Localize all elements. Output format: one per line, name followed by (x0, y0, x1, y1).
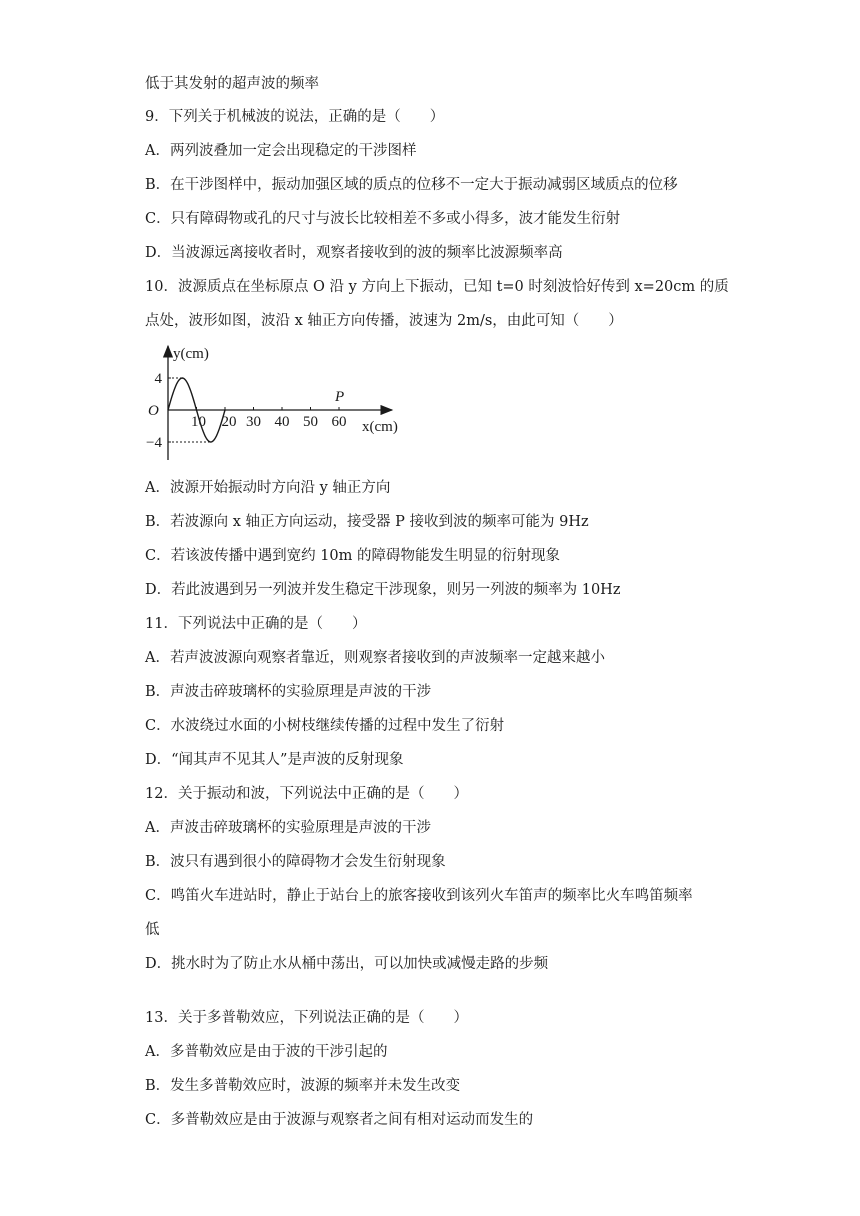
question-10-stem-cont: 点处，波形如图，波沿 x 轴正方向传播，波速为 2m/s，由此可知（ ） (145, 313, 623, 329)
question-10-option-b: B．若波源向 x 轴正方向运动，接受器 P 接收到波的频率可能为 9Hz (145, 514, 589, 530)
x-tick-label: 10 (191, 414, 206, 430)
x-tick-label: 20 (221, 414, 237, 430)
x-tick-label: 50 (303, 414, 318, 430)
question-9-option-b: B．在干涉图样中，振动加强区域的质点的位移不一定大于振动减弱区域质点的位移 (145, 177, 678, 193)
question-11-option-d: D．“闻其声不见其人”是声波的反射现象 (145, 752, 404, 768)
question-9-option-d: D．当波源远离接收者时，观察者接收到的波的频率比波源频率高 (145, 245, 563, 261)
question-11-option-c: C．水波绕过水面的小树枝继续传播的过程中发生了衍射 (145, 718, 505, 734)
question-12-stem: 12．关于振动和波，下列说法中正确的是（ ） (145, 786, 468, 802)
question-10-option-d: D．若此波遇到另一列波并发生稳定干涉现象，则另一列波的频率为 10Hz (145, 582, 621, 598)
question-12-option-c: C．鸣笛火车进站时，静止于站台上的旅客接收到该列火车笛声的频率比火车鸣笛频率 (145, 888, 693, 904)
text-line: 低于其发射的超声波的频率 (145, 76, 319, 92)
question-12-option-d: D．挑水时为了防止水从桶中荡出，可以加快或减慢走路的步频 (145, 956, 549, 972)
question-9-option-a: A．两列波叠加一定会出现稳定的干涉图样 (145, 143, 417, 159)
wave-graph (140, 338, 420, 468)
question-13-option-a: A．多普勒效应是由于波的干涉引起的 (145, 1044, 388, 1060)
question-10-option-c: C．若该波传播中遇到宽约 10m 的障碍物能发生明显的衍射现象 (145, 548, 561, 564)
y-tick-label: −4 (146, 435, 162, 451)
x-tick-label: 30 (246, 414, 261, 430)
question-13-stem: 13．关于多普勒效应，下列说法正确的是（ ） (145, 1010, 468, 1026)
question-13-option-c: C．多普勒效应是由于波源与观察者之间有相对运动而发生的 (145, 1112, 534, 1128)
question-9-option-c: C．只有障碍物或孔的尺寸与波长比较相差不多或小得多，波才能发生衍射 (145, 211, 621, 227)
question-11-option-a: A．若声波波源向观察者靠近，则观察者接收到的声波频率一定越来越小 (145, 650, 605, 666)
x-tick-label: 60 (331, 414, 347, 430)
y-axis-label: y(cm) (173, 346, 209, 362)
x-tick-label: 40 (274, 414, 290, 430)
point-p-label: P (335, 389, 345, 405)
x-axis-label: x(cm) (362, 419, 398, 435)
question-11-stem: 11．下列说法中正确的是（ ） (145, 616, 367, 632)
question-12-option-c-cont: 低 (145, 922, 160, 938)
wave-figure (140, 338, 420, 468)
y-tick-label: 4 (154, 371, 162, 387)
question-12-option-b: B．波只有遇到很小的障碍物才会发生衍射现象 (145, 854, 446, 870)
origin-label: O (148, 403, 159, 419)
question-13-option-b: B．发生多普勒效应时，波源的频率并未发生改变 (145, 1078, 461, 1094)
question-10-option-a: A．波源开始振动时方向沿 y 轴正方向 (145, 480, 391, 496)
question-10-stem: 10．波源质点在坐标原点 O 沿 y 方向上下振动，已知 t=0 时刻波恰好传到 x=20cm 的质 (145, 279, 729, 295)
question-11-option-b: B．声波击碎玻璃杯的实验原理是声波的干涉 (145, 684, 432, 700)
question-9-stem: 9．下列关于机械波的说法，正确的是（ ） (145, 109, 445, 125)
question-12-option-a: A．声波击碎玻璃杯的实验原理是声波的干涉 (145, 820, 431, 836)
